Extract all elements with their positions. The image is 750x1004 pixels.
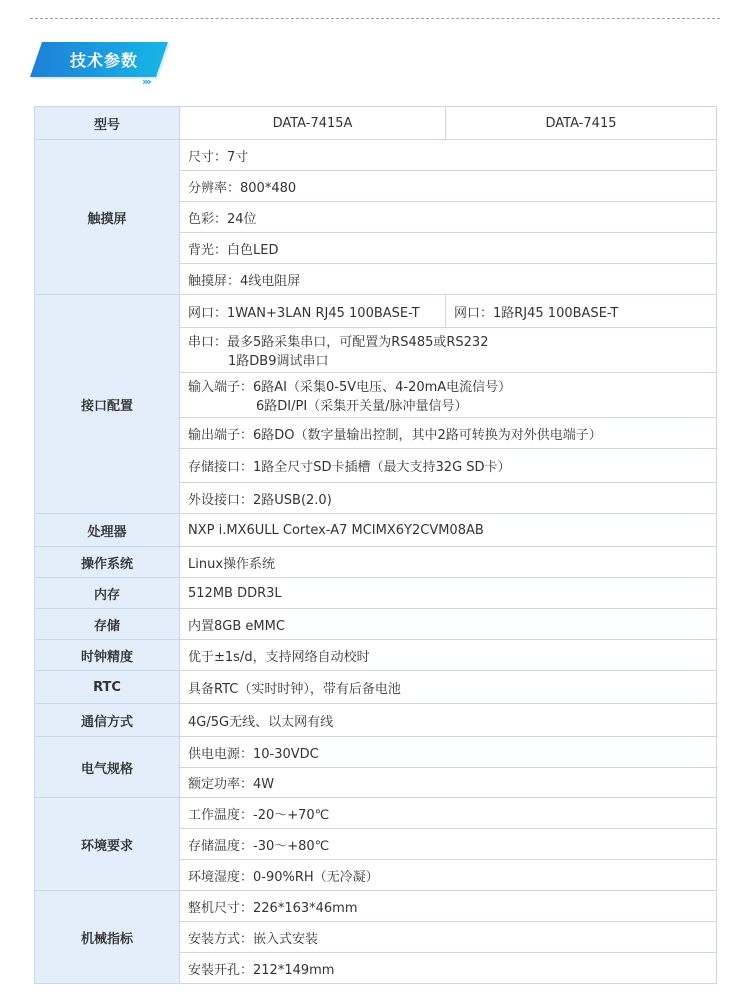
table-row <box>35 737 717 768</box>
chevron-decoration-icon: ››› <box>142 75 150 88</box>
spec-cell: 尺寸：7寸 <box>180 140 717 171</box>
spec-cell: 具备RTC（实时时钟），带有后备电池 <box>180 671 717 704</box>
model-a: DATA-7415A <box>180 107 446 140</box>
table-row <box>35 640 717 671</box>
spec-cell: 安装方式：嵌入式安装 <box>180 922 717 953</box>
model-b: DATA-7415 <box>446 107 717 140</box>
top-dashed-divider <box>30 18 720 19</box>
spec-cell: 分辨率：800*480 <box>180 171 717 202</box>
serial-line-2: 1路DB9调试串口 <box>228 354 329 369</box>
spec-cell: Linux操作系统 <box>180 547 717 578</box>
peripheral-cell: 外设接口：2路USB(2.0) <box>180 483 717 514</box>
spec-table <box>34 106 717 984</box>
storage-interface-cell: 存储接口：1路全尺寸SD卡插槽（最大支持32G SD卡） <box>180 449 717 483</box>
spec-cell: 背光：白色LED <box>180 233 717 264</box>
spec-cell: 512MB DDR3L <box>180 578 717 609</box>
spec-cell: 色彩：24位 <box>180 202 717 233</box>
category-comm: 通信方式 <box>35 704 180 737</box>
category-model: 型号 <box>35 107 180 140</box>
category-touchscreen: 触摸屏 <box>35 140 180 295</box>
spec-cell: 整机尺寸：226*163*46mm <box>180 891 717 922</box>
input-line-1: 输入端子：6路AI（采集0-5V电压、4-20mA电流信号） <box>188 380 512 395</box>
table-row <box>35 798 717 829</box>
spec-cell: 内置8GB eMMC <box>180 609 717 640</box>
table-row <box>35 704 717 737</box>
section-title-badge <box>30 42 180 90</box>
category-clock: 时钟精度 <box>35 640 180 671</box>
network-b: 网口：1路RJ45 100BASE-T <box>446 295 717 328</box>
spec-cell: 环境湿度：0-90%RH（无冷凝） <box>180 860 717 891</box>
network-a: 网口：1WAN+3LAN RJ45 100BASE-T <box>180 295 446 328</box>
input-line-2: 6路DI/PI（采集开关量/脉冲量信号） <box>256 399 468 414</box>
table-row <box>35 295 717 328</box>
table-row <box>35 140 717 171</box>
spec-cell: 工作温度：-20～+70℃ <box>180 798 717 829</box>
spec-cell: 优于±1s/d，支持网络自动校时 <box>180 640 717 671</box>
table-row <box>35 891 717 922</box>
input-cell <box>180 373 717 418</box>
category-os: 操作系统 <box>35 547 180 578</box>
category-rtc: RTC <box>35 671 180 704</box>
category-electrical: 电气规格 <box>35 737 180 798</box>
table-row <box>35 547 717 578</box>
spec-cell: 4G/5G无线、以太网有线 <box>180 704 717 737</box>
spec-cell: 安装开孔：212*149mm <box>180 953 717 984</box>
spec-cell: 供电电源：10-30VDC <box>180 737 717 768</box>
serial-cell <box>180 328 717 373</box>
spec-cell: 触摸屏：4线电阻屏 <box>180 264 717 295</box>
serial-line-1: 串口：最多5路采集串口，可配置为RS485或RS232 <box>188 335 489 350</box>
spec-cell: 存储温度：-30～+80℃ <box>180 829 717 860</box>
output-cell: 输出端子：6路DO（数字量输出控制，其中2路可转换为对外供电端子） <box>180 418 717 449</box>
section-title: 技术参数 <box>69 51 138 70</box>
table-row <box>35 514 717 547</box>
category-mechanical: 机械指标 <box>35 891 180 984</box>
category-interfaces: 接口配置 <box>35 295 180 514</box>
category-environment: 环境要求 <box>35 798 180 891</box>
spec-cell: NXP i.MX6ULL Cortex-A7 MCIMX6Y2CVM08AB <box>180 514 717 547</box>
table-row <box>35 578 717 609</box>
category-processor: 处理器 <box>35 514 180 547</box>
table-row-model <box>35 107 717 140</box>
category-memory: 内存 <box>35 578 180 609</box>
category-storage: 存储 <box>35 609 180 640</box>
table-row <box>35 609 717 640</box>
spec-cell: 额定功率：4W <box>180 768 717 798</box>
table-row <box>35 671 717 704</box>
